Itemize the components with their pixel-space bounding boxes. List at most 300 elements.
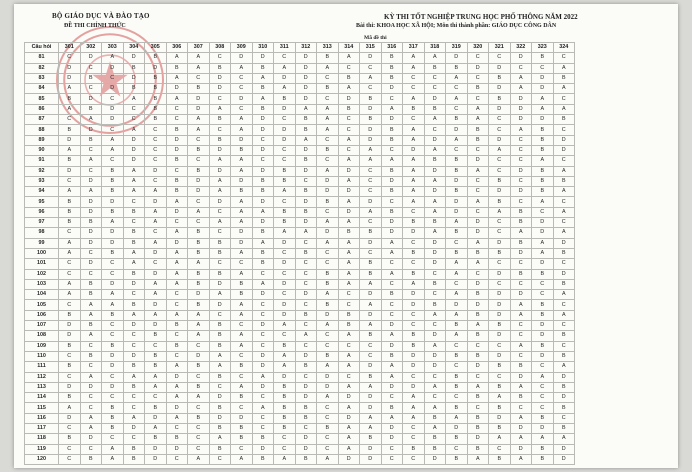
answer-cell: A	[80, 310, 102, 320]
answer-cell: B	[295, 156, 317, 166]
answer-cell: B	[424, 444, 446, 454]
answer-cell: C	[338, 125, 360, 135]
answer-cell: A	[274, 454, 296, 464]
answer-cell: D	[274, 125, 296, 135]
answer-cell: B	[145, 362, 167, 372]
corner-label: Câu hỏi	[25, 43, 59, 53]
answer-cell: B	[381, 403, 403, 413]
answer-cell: C	[166, 331, 188, 341]
answer-cell: D	[510, 248, 532, 258]
answer-cell: A	[188, 454, 210, 464]
table-row	[25, 197, 575, 207]
answer-cell: B	[360, 372, 382, 382]
question-number: 111	[25, 362, 59, 372]
answer-cell: D	[145, 300, 167, 310]
answer-cell: A	[317, 393, 339, 403]
answer-cell: B	[209, 269, 231, 279]
answer-cell: D	[489, 269, 511, 279]
answer-cell: A	[166, 259, 188, 269]
answer-cell: A	[467, 197, 489, 207]
answer-cell: B	[446, 372, 468, 382]
answer-cell: C	[553, 341, 575, 351]
answer-cell: A	[123, 176, 145, 186]
answer-cell: B	[446, 434, 468, 444]
table-row	[25, 300, 575, 310]
answer-cell: C	[424, 125, 446, 135]
answer-cell: C	[80, 362, 102, 372]
answer-cell: A	[145, 187, 167, 197]
answer-cell: D	[553, 145, 575, 155]
answer-cell: A	[317, 321, 339, 331]
question-number: 82	[25, 63, 59, 73]
answer-cell: C	[145, 145, 167, 155]
answer-cell: A	[209, 434, 231, 444]
answer-cell: A	[274, 84, 296, 94]
answer-cell: D	[80, 125, 102, 135]
answer-cell: C	[123, 218, 145, 228]
answer-cell: B	[467, 423, 489, 433]
answer-cell: B	[209, 321, 231, 331]
answer-cell: A	[123, 187, 145, 197]
answer-cell: B	[59, 125, 81, 135]
answer-cell: A	[338, 84, 360, 94]
answer-cell: A	[381, 413, 403, 423]
answer-cell: B	[102, 341, 124, 351]
answer-cell: A	[403, 63, 425, 73]
answer-cell: C	[231, 84, 253, 94]
answer-cell: D	[123, 73, 145, 83]
answer-cell: C	[360, 63, 382, 73]
answer-cell: D	[295, 84, 317, 94]
answer-cell: D	[231, 94, 253, 104]
answer-cell: C	[403, 73, 425, 83]
answer-cell: B	[80, 135, 102, 145]
answer-cell: A	[123, 259, 145, 269]
answer-cell: B	[360, 331, 382, 341]
answer-cell: D	[424, 351, 446, 361]
answer-cell: C	[424, 84, 446, 94]
answer-cell: D	[59, 331, 81, 341]
answer-cell: C	[317, 444, 339, 454]
answer-cell: C	[123, 197, 145, 207]
answer-cell: A	[338, 279, 360, 289]
table-row	[25, 125, 575, 135]
answer-cell: C	[295, 321, 317, 331]
answer-cell: C	[446, 393, 468, 403]
answer-cell: C	[532, 63, 554, 73]
answer-cell: B	[59, 197, 81, 207]
answer-cell: D	[360, 403, 382, 413]
answer-cell: A	[553, 434, 575, 444]
answer-cell: A	[80, 156, 102, 166]
answer-cell: D	[295, 166, 317, 176]
answer-cell: B	[80, 73, 102, 83]
answer-cell: B	[274, 423, 296, 433]
exam-code-header: 313	[317, 43, 339, 53]
answer-cell: A	[403, 176, 425, 186]
answer-cell: B	[317, 269, 339, 279]
answer-cell: C	[467, 341, 489, 351]
answer-cell: D	[489, 310, 511, 320]
table-row	[25, 362, 575, 372]
answer-cell: A	[123, 310, 145, 320]
answer-cell: B	[166, 341, 188, 351]
answer-cell: B	[381, 166, 403, 176]
answer-cell: D	[145, 197, 167, 207]
answer-cell: D	[295, 197, 317, 207]
answer-cell: A	[252, 207, 274, 217]
answer-cell: D	[188, 176, 210, 186]
answer-cell: D	[252, 321, 274, 331]
answer-cell: B	[446, 187, 468, 197]
exam-code-header: 318	[424, 43, 446, 53]
answer-cell: C	[553, 259, 575, 269]
answer-cell: D	[274, 73, 296, 83]
answer-cell: B	[59, 341, 81, 351]
answer-cell: B	[295, 403, 317, 413]
answer-cell: A	[467, 238, 489, 248]
answer-cell: D	[209, 413, 231, 423]
answer-cell: A	[360, 300, 382, 310]
answer-cell: C	[80, 84, 102, 94]
answer-cell: C	[489, 341, 511, 351]
answer-cell: C	[553, 94, 575, 104]
answer-cell: D	[424, 454, 446, 464]
answer-cell: A	[231, 156, 253, 166]
answer-cell: D	[381, 434, 403, 444]
answer-cell: B	[424, 300, 446, 310]
answer-cell: C	[80, 341, 102, 351]
answer-cell: B	[532, 135, 554, 145]
answer-cell: B	[489, 362, 511, 372]
answer-cell: A	[295, 331, 317, 341]
answer-cell: A	[381, 248, 403, 258]
answer-cell: D	[553, 238, 575, 248]
answer-cell: B	[295, 115, 317, 125]
answer-cell: A	[403, 279, 425, 289]
answer-cell: C	[166, 290, 188, 300]
answer-cell: B	[102, 423, 124, 433]
answer-cell: B	[446, 403, 468, 413]
answer-cell: D	[231, 53, 253, 63]
answer-cell: A	[532, 238, 554, 248]
answer-cell: B	[317, 423, 339, 433]
answer-cell: B	[166, 321, 188, 331]
answer-cell: A	[231, 166, 253, 176]
answer-cell: D	[123, 53, 145, 63]
answer-cell: C	[510, 135, 532, 145]
answer-cell: A	[510, 382, 532, 392]
answer-cell: A	[102, 53, 124, 63]
answer-cell: C	[510, 63, 532, 73]
answer-cell: A	[424, 145, 446, 155]
answer-cell: D	[274, 372, 296, 382]
answer-cell: B	[188, 145, 210, 155]
question-number: 112	[25, 372, 59, 382]
answer-cell: D	[510, 53, 532, 63]
answer-cell: A	[553, 290, 575, 300]
answer-cell: D	[274, 310, 296, 320]
answer-cell: D	[489, 238, 511, 248]
answer-cell: C	[59, 115, 81, 125]
answer-cell: D	[553, 444, 575, 454]
answer-cell: C	[424, 269, 446, 279]
ministry-name: BỘ GIÁO DỤC VÀ ĐÀO TẠO	[52, 12, 150, 20]
answer-cell: B	[360, 94, 382, 104]
table-row	[25, 248, 575, 258]
question-number: 120	[25, 454, 59, 464]
table-row	[25, 53, 575, 63]
answer-cell: A	[424, 310, 446, 320]
answer-cell: A	[489, 145, 511, 155]
answer-cell: C	[510, 403, 532, 413]
exam-code-header: 319	[446, 43, 468, 53]
table-row	[25, 290, 575, 300]
answer-cell: B	[403, 444, 425, 454]
answer-cell: B	[80, 321, 102, 331]
answer-cell: C	[59, 269, 81, 279]
answer-cell: A	[338, 331, 360, 341]
answer-cell: A	[338, 156, 360, 166]
question-number: 114	[25, 393, 59, 403]
answer-cell: C	[231, 259, 253, 269]
answer-cell: C	[446, 341, 468, 351]
table-row	[25, 434, 575, 444]
answer-cell: B	[231, 393, 253, 403]
answer-cell: C	[317, 156, 339, 166]
answer-cell: D	[489, 135, 511, 145]
answer-cell: D	[360, 290, 382, 300]
answer-cell: B	[123, 84, 145, 94]
answer-cell: B	[553, 279, 575, 289]
answer-cell: B	[446, 156, 468, 166]
answer-cell: C	[553, 156, 575, 166]
answer-cell: D	[381, 218, 403, 228]
answer-cell: C	[510, 197, 532, 207]
answer-cell: C	[188, 218, 210, 228]
answer-cell: D	[295, 393, 317, 403]
answer-cell: C	[403, 310, 425, 320]
answer-cell: A	[80, 413, 102, 423]
answer-cell: B	[252, 454, 274, 464]
answer-cell: A	[424, 115, 446, 125]
answer-cell: A	[553, 84, 575, 94]
answer-cell: B	[532, 176, 554, 186]
answer-cell: D	[166, 403, 188, 413]
answer-cell: D	[424, 331, 446, 341]
answer-cell: D	[510, 372, 532, 382]
table-row	[25, 145, 575, 155]
answer-cell: A	[317, 290, 339, 300]
exam-code-header: 321	[489, 43, 511, 53]
answer-cell: D	[403, 382, 425, 392]
answer-cell: C	[274, 290, 296, 300]
answer-cell: B	[446, 382, 468, 392]
answer-cell: D	[145, 321, 167, 331]
answer-cell: A	[338, 259, 360, 269]
table-row	[25, 310, 575, 320]
answer-cell: C	[317, 207, 339, 217]
answer-cell: A	[532, 372, 554, 382]
answer-cell: C	[338, 63, 360, 73]
answer-cell: B	[123, 454, 145, 464]
answer-cell: B	[231, 187, 253, 197]
answer-cell: D	[80, 197, 102, 207]
answer-cell: D	[467, 434, 489, 444]
answer-cell: C	[467, 207, 489, 217]
answer-cell: A	[317, 218, 339, 228]
answer-cell: A	[166, 279, 188, 289]
answer-cell: B	[532, 310, 554, 320]
answer-cell: C	[102, 269, 124, 279]
table-row	[25, 238, 575, 248]
answer-cell: D	[467, 63, 489, 73]
answer-cell: C	[145, 135, 167, 145]
answer-cell: B	[102, 403, 124, 413]
answer-cell: B	[231, 423, 253, 433]
answer-cell: C	[252, 423, 274, 433]
answer-cell: B	[123, 207, 145, 217]
answer-cell: C	[59, 351, 81, 361]
answer-cell: B	[209, 238, 231, 248]
answer-cell: C	[532, 403, 554, 413]
answer-cell: A	[166, 73, 188, 83]
answer-cell: D	[489, 187, 511, 197]
answer-cell: C	[209, 382, 231, 392]
answer-cell: D	[209, 279, 231, 289]
answer-cell: D	[403, 145, 425, 155]
answer-cell: D	[80, 259, 102, 269]
answer-cell: A	[252, 403, 274, 413]
answer-cell: D	[188, 187, 210, 197]
answer-cell: A	[403, 94, 425, 104]
answer-cell: C	[209, 207, 231, 217]
answer-cell: B	[295, 125, 317, 135]
answer-cell: D	[424, 187, 446, 197]
answer-cell: C	[209, 454, 231, 464]
exam-code-header: 324	[553, 43, 575, 53]
exam-code-header: 304	[123, 43, 145, 53]
answer-cell: B	[446, 321, 468, 331]
answer-cell: A	[317, 63, 339, 73]
answer-cell: C	[510, 156, 532, 166]
question-number: 117	[25, 423, 59, 433]
answer-cell: C	[489, 53, 511, 63]
question-number: 91	[25, 156, 59, 166]
answer-cell: B	[188, 382, 210, 392]
answer-cell: D	[489, 63, 511, 73]
answer-cell: C	[381, 393, 403, 403]
answer-cell: A	[102, 454, 124, 464]
table-row	[25, 372, 575, 382]
answer-cell: A	[446, 310, 468, 320]
table-row	[25, 166, 575, 176]
table-row	[25, 84, 575, 94]
answer-cell: C	[252, 269, 274, 279]
answer-cell: C	[80, 248, 102, 258]
answer-cell: D	[145, 63, 167, 73]
answer-cell: A	[231, 454, 253, 464]
answer-cell: D	[446, 423, 468, 433]
answer-cell: B	[532, 413, 554, 423]
answer-cell: D	[252, 125, 274, 135]
answer-cell: B	[467, 351, 489, 361]
answer-cell: A	[338, 248, 360, 258]
answer-cell: C	[102, 331, 124, 341]
answer-cell: B	[80, 290, 102, 300]
answer-cell: C	[489, 156, 511, 166]
answer-cell: C	[166, 104, 188, 114]
answer-cell: C	[295, 259, 317, 269]
answer-cell: B	[252, 228, 274, 238]
answer-cell: A	[403, 187, 425, 197]
answer-cell: B	[424, 218, 446, 228]
answer-cell: D	[188, 351, 210, 361]
answer-cell: D	[510, 444, 532, 454]
answer-cell: D	[59, 63, 81, 73]
answer-cell: A	[424, 176, 446, 186]
answer-cell: D	[338, 413, 360, 423]
answer-cell: A	[532, 94, 554, 104]
answer-cell: D	[209, 393, 231, 403]
answer-cell: A	[317, 362, 339, 372]
answer-cell: A	[338, 238, 360, 248]
question-number: 101	[25, 259, 59, 269]
table-row	[25, 115, 575, 125]
answer-cell: C	[209, 228, 231, 238]
answer-cell: C	[166, 423, 188, 433]
answer-cell: A	[102, 135, 124, 145]
answer-cell: C	[59, 53, 81, 63]
answer-cell: C	[467, 145, 489, 155]
answer-cell: C	[489, 218, 511, 228]
exam-code-header: 306	[166, 43, 188, 53]
document-status: ĐỀ THI CHÍNH THỨC	[64, 23, 126, 29]
answer-cell: C	[295, 269, 317, 279]
answer-cell: D	[209, 84, 231, 94]
answer-cell: B	[467, 290, 489, 300]
answer-cell: C	[274, 197, 296, 207]
answer-cell: A	[123, 413, 145, 423]
answer-cell: B	[553, 351, 575, 361]
answer-cell: A	[467, 382, 489, 392]
answer-cell: A	[510, 454, 532, 464]
answer-cell: B	[209, 135, 231, 145]
answer-cell: C	[446, 444, 468, 454]
answer-cell: A	[295, 104, 317, 114]
answer-cell: C	[188, 423, 210, 433]
answer-cell: A	[123, 94, 145, 104]
answer-cell: A	[424, 382, 446, 392]
answer-cell: D	[489, 351, 511, 361]
answer-cell: A	[231, 125, 253, 135]
answer-cell: C	[360, 341, 382, 351]
answer-cell: B	[145, 115, 167, 125]
answer-cell: C	[467, 187, 489, 197]
answer-cell: B	[252, 248, 274, 258]
answer-cell: B	[295, 413, 317, 423]
answer-cell: C	[188, 434, 210, 444]
answer-cell: D	[510, 115, 532, 125]
answer-cell: C	[532, 290, 554, 300]
table-row	[25, 94, 575, 104]
question-number: 81	[25, 53, 59, 63]
answer-cell: C	[231, 372, 253, 382]
answer-cell: A	[510, 341, 532, 351]
answer-cell: D	[467, 218, 489, 228]
answer-cell: B	[489, 403, 511, 413]
answer-cell: D	[80, 94, 102, 104]
